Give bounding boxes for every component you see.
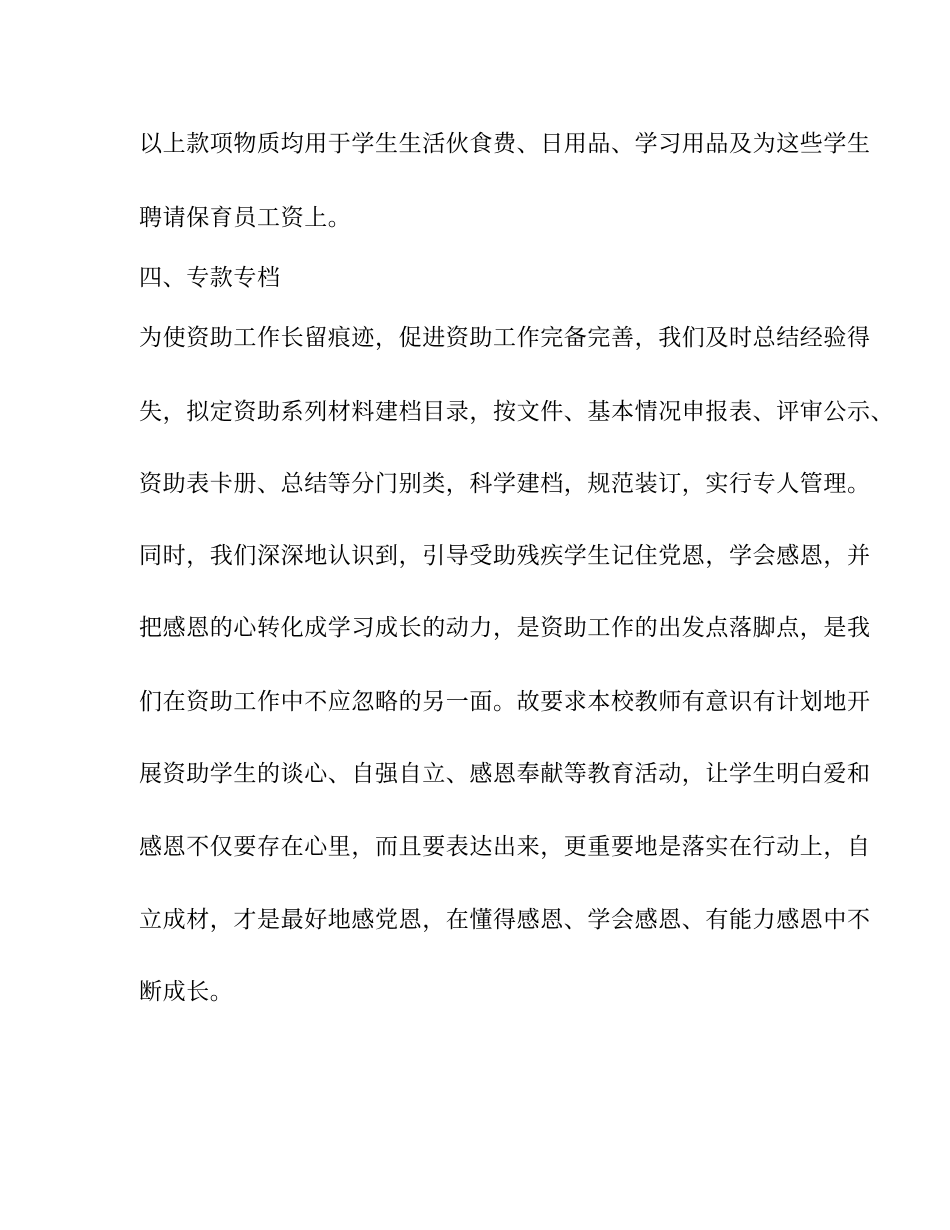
paragraph-line: 资助表卡册、总结等分门别类，科学建档，规范装订，实行专人管理。: [139, 471, 871, 497]
paragraph-line: 感恩不仅要存在心里，而且要表达出来，更重要地是落实在行动上，自: [139, 834, 871, 860]
paragraph-line: 们在资助工作中不应忽略的另一面。故要求本校教师有意识有计划地开: [139, 689, 871, 715]
paragraph-line: 同时，我们深深地认识到，引导受助残疾学生记住党恩，学会感恩，并: [139, 543, 871, 569]
paragraph-line: 为使资助工作长留痕迹，促进资助工作完备完善，我们及时总结经验得: [139, 325, 871, 351]
paragraph-line: 把感恩的心转化成学习成长的动力，是资助工作的出发点落脚点，是我: [139, 615, 871, 641]
section-heading: 四、专款专档: [139, 265, 281, 291]
paragraph-line: 立成材，才是最好地感党恩，在懂得感恩、学会感恩、有能力感恩中不: [139, 907, 871, 933]
paragraph-line: 聘请保育员工资上。: [139, 205, 352, 231]
paragraph-line: 以上款项物质均用于学生生活伙食费、日用品、学习用品及为这些学生: [139, 131, 871, 157]
paragraph-line: 断成长。: [139, 979, 234, 1005]
paragraph-line: 失，拟定资助系列材料建档目录，按文件、基本情况申报表、评审公示、: [139, 399, 895, 425]
paragraph-line: 展资助学生的谈心、自强自立、感恩奉献等教育活动，让学生明白爱和: [139, 761, 871, 787]
